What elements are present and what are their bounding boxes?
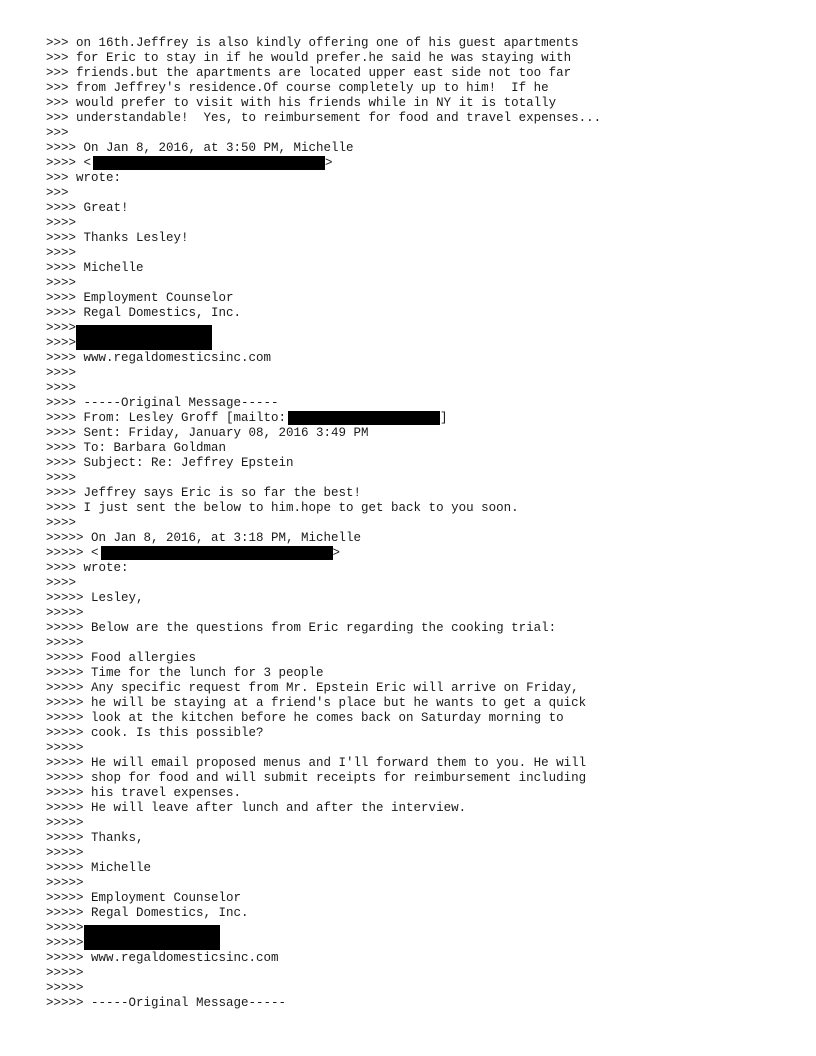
email-line [46,336,786,351]
email-line [46,351,786,366]
line-text: >>>> On Jan 8, 2016, at 3:50 PM, Michelle [46,141,354,155]
line-text: >>>>> Regal Domestics, Inc. [46,906,249,920]
email-line [46,36,786,51]
email-line [46,456,786,471]
email-line [46,81,786,96]
line-text: >>>>> he will be staying at a friend's place but he wants to get a quick [46,696,587,710]
line-text: >>>> [46,216,77,230]
line-text: >>>> Jeffrey says Eric is so far the best! [46,486,362,500]
line-text: >>>>> shop for food and will submit receipts for reimbursement including [46,771,587,785]
line-text: >>> on 16th.Jeffrey is also kindly offering one of his guest apartments [46,36,579,50]
email-line [46,51,786,66]
email-line [46,531,786,546]
line-text: >>>> [46,321,77,335]
email-line [46,486,786,501]
redaction-block [101,546,333,560]
line-suffix: > [325,156,333,170]
email-line [46,171,786,186]
email-line [46,411,786,426]
line-text: >>>>> [46,936,84,950]
email-line [46,726,786,741]
line-text: >>>>> his travel expenses. [46,786,242,800]
email-line [46,66,786,81]
line-text: >>>> www.regaldomesticsinc.com [46,351,272,365]
line-text: >>>>> [46,816,84,830]
email-line [46,591,786,606]
line-text: >>>> I just sent the below to him.hope to get back to you soon. [46,501,519,515]
email-line [46,801,786,816]
line-text: >>>>> [46,636,84,650]
email-line [46,996,786,1011]
line-text: >>>> Thanks Lesley! [46,231,189,245]
line-text: >>>>> www.regaldomesticsinc.com [46,951,279,965]
email-line [46,186,786,201]
email-line [46,936,786,951]
line-text: >>>> [46,471,77,485]
email-line [46,111,786,126]
line-text: >>>> [46,246,77,260]
email-line [46,966,786,981]
line-text: >>>> Sent: Friday, January 08, 2016 3:49 PM [46,426,369,440]
line-text: >>>> -----Original Message----- [46,396,279,410]
line-text: >>>> < [46,156,92,170]
email-line [46,516,786,531]
line-text: >>>>> [46,846,84,860]
email-line [46,561,786,576]
line-text: >>>> [46,516,77,530]
line-text: >>>>> Thanks, [46,831,144,845]
line-text: >>>>> -----Original Message----- [46,996,287,1010]
line-text: >>>> [46,336,77,350]
email-line [46,981,786,996]
line-text: >>> friends.but the apartments are located upper east side not too far [46,66,572,80]
email-line [46,306,786,321]
email-line [46,156,786,171]
email-line [46,696,786,711]
line-text: >>>> From: Lesley Groff [mailto: [46,411,287,425]
line-text: >>>>> < [46,546,99,560]
line-text: >>>>> Any specific request from Mr. Epstein Eric will arrive on Friday, [46,681,579,695]
line-suffix: ] [440,411,448,425]
line-text: >>>> [46,366,77,380]
line-text: >>>> [46,381,77,395]
line-text: >>>>> [46,876,84,890]
email-line [46,831,786,846]
line-text: >>>> Employment Counselor [46,291,234,305]
email-line [46,876,786,891]
redaction-block [288,411,440,425]
email-line [46,546,786,561]
email-line [46,711,786,726]
email-line [46,906,786,921]
email-line [46,381,786,396]
line-text: >>> would prefer to visit with his friends while in NY it is totally [46,96,557,110]
email-line [46,261,786,276]
email-line [46,816,786,831]
email-line [46,921,786,936]
line-text: >>> [46,186,69,200]
email-line [46,846,786,861]
line-text: >>> from Jeffrey's residence.Of course completely up to him! If he [46,81,549,95]
email-line [46,501,786,516]
email-line [46,606,786,621]
line-text: >>>>> Michelle [46,861,152,875]
line-suffix: > [332,546,341,560]
line-text: >>>>> Food allergies [46,651,197,665]
email-line [46,321,786,336]
email-line [46,291,786,306]
line-text: >>>> Michelle [46,261,144,275]
line-text: >>> for Eric to stay in if he would prefer.he said he was staying with [46,51,572,65]
line-text: >>>>> [46,981,84,995]
redaction-block [93,156,325,170]
email-line [46,681,786,696]
email-line [46,96,786,111]
line-text: >>> understandable! Yes, to reimbursement for food and travel expenses... [46,111,602,125]
email-line [46,471,786,486]
email-line [46,786,786,801]
line-text: >>>> Great! [46,201,129,215]
line-text: >>>> Regal Domestics, Inc. [46,306,242,320]
email-line [46,246,786,261]
line-text: >>>> [46,576,77,590]
line-text: >>>> wrote: [46,561,129,575]
line-text: >>>>> He will email proposed menus and I'll forward them to you. He will [46,756,587,770]
email-line [46,741,786,756]
email-line [46,666,786,681]
email-line [46,576,786,591]
line-text: >>>> To: Barbara Goldman [46,441,227,455]
line-text: >>>>> [46,606,84,620]
email-line [46,756,786,771]
email-line [46,651,786,666]
line-text: >>>>> Lesley, [46,591,144,605]
email-line [46,621,786,636]
line-text: >>>>> [46,966,84,980]
email-line [46,771,786,786]
email-line [46,441,786,456]
email-document [46,36,786,1011]
email-line [46,951,786,966]
line-text: >>>> [46,276,77,290]
email-line [46,216,786,231]
line-text: >>>>> He will leave after lunch and after the interview. [46,801,467,815]
email-line [46,366,786,381]
line-text: >>>>> Below are the questions from Eric regarding the cooking trial: [46,621,557,635]
line-text: >>>>> [46,921,84,935]
email-line [46,396,786,411]
line-text: >>>> Subject: Re: Jeffrey Epstein [46,456,294,470]
line-text: >>>>> On Jan 8, 2016, at 3:18 PM, Michelle [46,531,362,545]
line-text: >>> [46,126,69,140]
email-line [46,276,786,291]
email-line [46,231,786,246]
email-line [46,126,786,141]
email-line [46,861,786,876]
line-text: >>> wrote: [46,171,122,185]
email-line [46,201,786,216]
email-line [46,891,786,906]
email-line [46,426,786,441]
email-line [46,141,786,156]
line-text: >>>>> cook. Is this possible? [46,726,264,740]
email-line [46,636,786,651]
line-text: >>>>> [46,741,84,755]
line-text: >>>>> look at the kitchen before he comes back on Saturday morning to [46,711,564,725]
line-text: >>>>> Time for the lunch for 3 people [46,666,324,680]
line-text: >>>>> Employment Counselor [46,891,242,905]
